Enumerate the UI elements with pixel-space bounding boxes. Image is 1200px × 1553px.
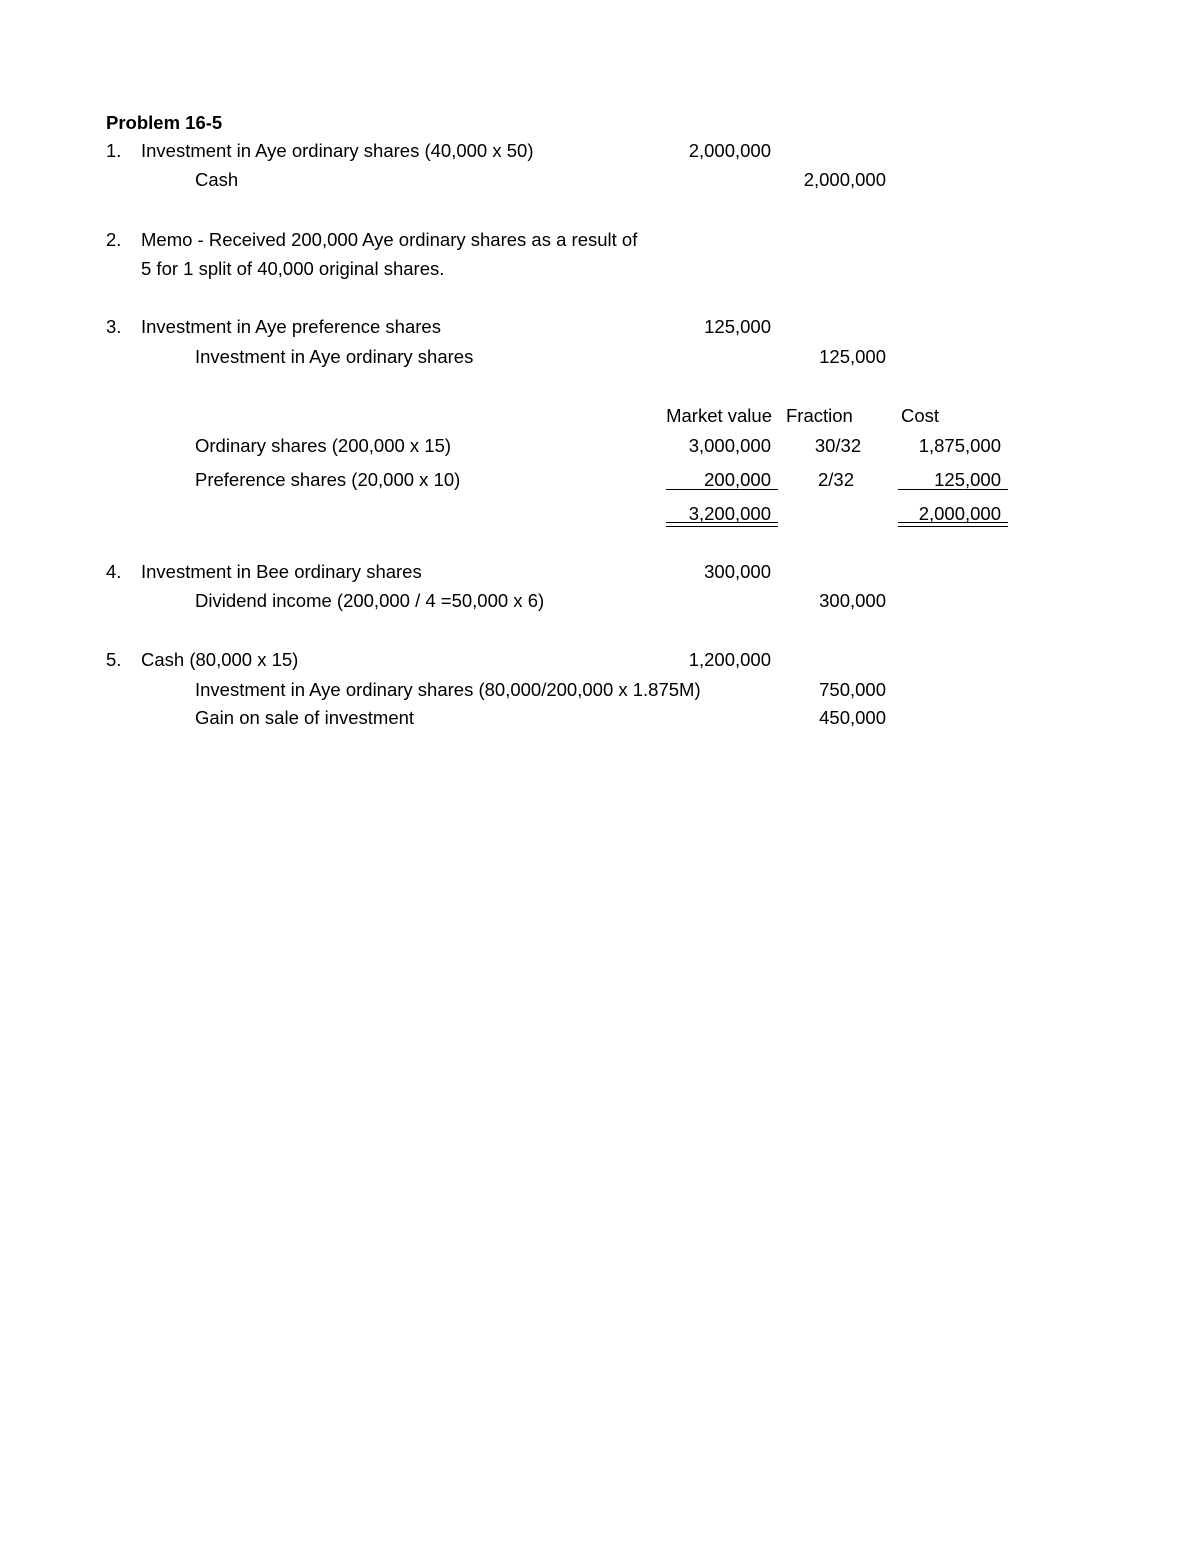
market-value-double-underline-top (666, 522, 778, 523)
market-value-double-underline-bottom (666, 526, 778, 527)
item-4-debit-amount: 300,000 (704, 561, 771, 582)
item-1-debit-amount: 2,000,000 (688, 140, 771, 161)
item-5-credit-amount-1: 750,000 (819, 679, 886, 700)
item-4-debit-account: Investment in Bee ordinary shares (141, 561, 422, 582)
table-row-cost: 125,000 (934, 469, 1001, 490)
item-3-number: 3. (106, 316, 122, 337)
header-cost: Cost (901, 405, 940, 426)
item-5-credit-account-1: Investment in Aye ordinary shares (80,000/200,000 x 1.875M) (195, 679, 701, 700)
table-row-market-value: 200,000 (704, 469, 771, 490)
item-1-debit-account: Investment in Aye ordinary shares (40,000 x 50) (141, 140, 534, 161)
item-5-debit-account: Cash (80,000 x 15) (141, 649, 299, 670)
cost-double-underline-top (898, 522, 1008, 523)
item-1-number: 1. (106, 140, 122, 161)
table-row-label: Preference shares (20,000 x 10) (195, 469, 461, 490)
item-3-debit-amount: 125,000 (704, 316, 771, 337)
item-3-credit-amount: 125,000 (819, 346, 886, 367)
item-2-memo-line-2: 5 for 1 split of 40,000 original shares. (141, 258, 445, 279)
table-row-fraction: 2/32 (817, 469, 854, 490)
item-3-credit-account: Investment in Aye ordinary shares (195, 346, 474, 367)
table-row-fraction: 30/32 (814, 435, 862, 456)
item-5-credit-account-2: Gain on sale of investment (195, 707, 415, 728)
table-row-market-value: 3,000,000 (688, 435, 771, 456)
item-1-credit-amount: 2,000,000 (803, 169, 886, 190)
page-title: Problem 16-5 (106, 112, 223, 133)
item-5-credit-amount-2: 450,000 (819, 707, 886, 728)
total-market-value: 3,200,000 (688, 503, 771, 524)
market-value-single-underline (666, 489, 778, 490)
item-2-number: 2. (106, 229, 122, 250)
table-row-label: Ordinary shares (200,000 x 15) (195, 435, 452, 456)
item-2-memo-line-1: Memo - Received 200,000 Aye ordinary shares as a result of (141, 229, 638, 250)
header-market-value: Market value (666, 405, 772, 426)
cost-double-underline-bottom (898, 526, 1008, 527)
header-fraction: Fraction (786, 405, 853, 426)
item-3-debit-account: Investment in Aye preference shares (141, 316, 441, 337)
cost-single-underline (898, 489, 1008, 490)
item-5-number: 5. (106, 649, 122, 670)
table-row-cost: 1,875,000 (918, 435, 1001, 456)
item-5-debit-amount: 1,200,000 (688, 649, 771, 670)
total-cost: 2,000,000 (918, 503, 1001, 524)
item-4-credit-account: Dividend income (200,000 / 4 =50,000 x 6) (195, 590, 545, 611)
item-4-number: 4. (106, 561, 122, 582)
item-1-credit-account: Cash (195, 169, 239, 190)
item-4-credit-amount: 300,000 (819, 590, 886, 611)
